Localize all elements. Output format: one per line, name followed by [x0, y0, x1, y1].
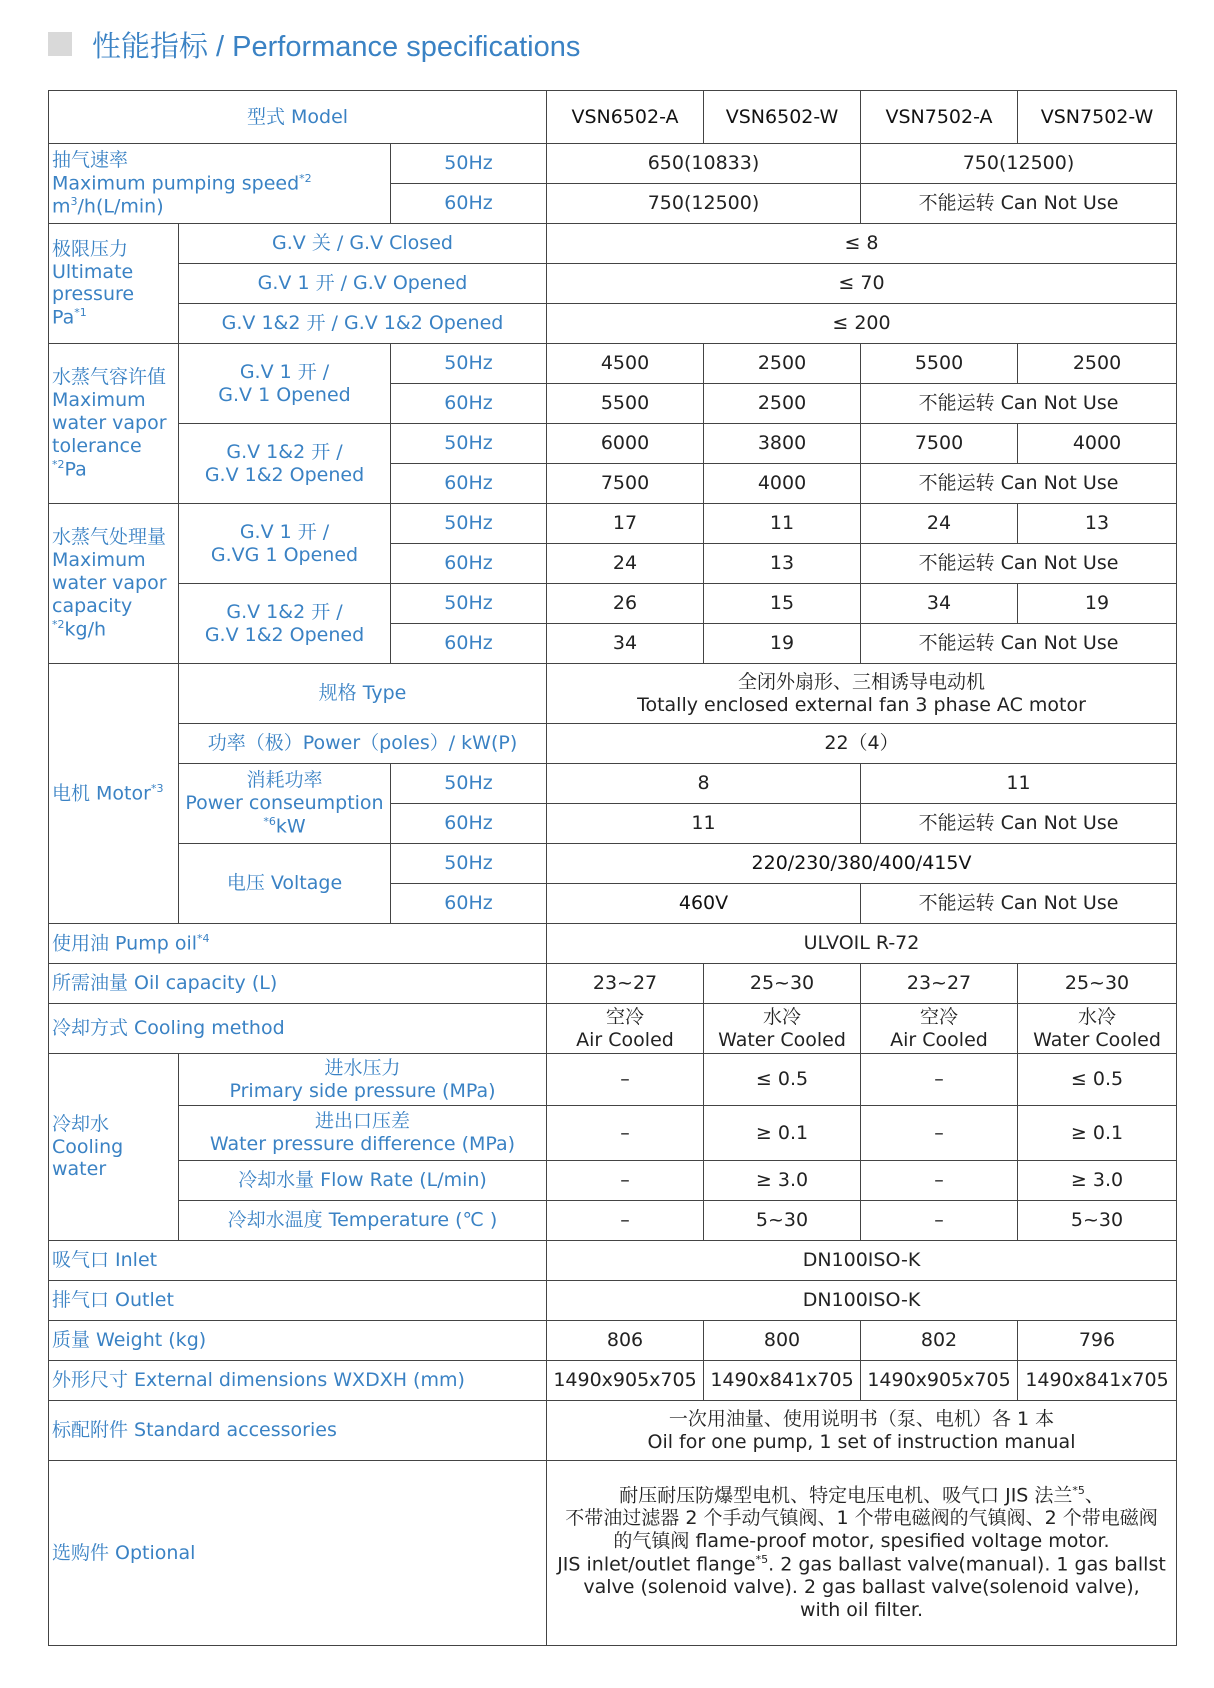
voltage-value: 220/230/380/400/415V [547, 844, 1177, 884]
model-name: VSN7502-W [1018, 91, 1177, 144]
vapor-tolerance-row [49, 344, 1177, 384]
table-cell: 水冷 Water Cooled [1018, 1004, 1177, 1054]
ultimate-pressure-row [49, 304, 1177, 344]
freq-label: 50Hz [391, 844, 547, 884]
table-cell: 7500 [861, 424, 1018, 464]
model-label: 型式 Model [49, 91, 547, 144]
primary-pressure-label: 进水压力 Primary side pressure (MPa) [179, 1054, 547, 1106]
vapor-capacity-row [49, 584, 1177, 624]
gv1-label: G.V 1 开 / G.V 1 Opened [179, 344, 391, 424]
motor-row [49, 664, 1177, 724]
table-cell: 水冷 Water Cooled [704, 1004, 861, 1054]
table-cell: 8 [547, 764, 861, 804]
freq-label: 60Hz [391, 464, 547, 504]
table-cell: – [861, 1161, 1018, 1201]
table-cell: 11 [547, 804, 861, 844]
outlet-label: 排气口 Outlet [49, 1281, 547, 1321]
optional-row [49, 1461, 1177, 1646]
table-cell: 806 [547, 1321, 704, 1361]
inlet-value: DN100ISO-K [547, 1241, 1177, 1281]
pressure-difference-label: 进出口压差 Water pressure difference (MPa) [179, 1106, 547, 1161]
table-cell: ≤ 0.5 [704, 1054, 861, 1106]
gv-opened-label: G.V 1 开 / G.V Opened [179, 264, 547, 304]
pump-oil-label: 使用油 Pump oil$^{*4}$ [49, 924, 547, 964]
ultimate-pressure-row [49, 224, 1177, 264]
dimensions-label: 外形尺寸 External dimensions WXDXH (mm) [49, 1361, 547, 1401]
gv12-label: G.V 1&2 开 / G.V 1&2 Opened [179, 424, 391, 504]
freq-label: 50Hz [391, 344, 547, 384]
table-cell: 25~30 [704, 964, 861, 1004]
table-cell: 19 [704, 624, 861, 664]
model-name: VSN7502-A [861, 91, 1018, 144]
table-cell: 4000 [704, 464, 861, 504]
gv-closed-value: ≤ 8 [547, 224, 1177, 264]
flow-rate-label: 冷却水量 Flow Rate (L/min) [179, 1161, 547, 1201]
freq-label: 60Hz [391, 884, 547, 924]
motor-row [49, 724, 1177, 764]
table-cell: 11 [704, 504, 861, 544]
table-cell: 13 [704, 544, 861, 584]
outlet-value: DN100ISO-K [547, 1281, 1177, 1321]
table-cell: – [547, 1106, 704, 1161]
table-cell: 23~27 [547, 964, 704, 1004]
freq-label: 60Hz [391, 624, 547, 664]
oil-capacity-label: 所需油量 Oil capacity (L) [49, 964, 547, 1004]
table-cell: 5500 [861, 344, 1018, 384]
table-cell: 1490x905x705 [861, 1361, 1018, 1401]
gv1-label: G.V 1 开 / G.VG 1 Opened [179, 504, 391, 584]
table-cell: ≥ 0.1 [704, 1106, 861, 1161]
vapor-tolerance-label: 水蒸气容许值 Maximum water vapor tolerance $^{*2}$Pa [49, 344, 179, 504]
table-cell: 4000 [1018, 424, 1177, 464]
table-cell: 2500 [1018, 344, 1177, 384]
motor-row [49, 844, 1177, 884]
ultimate-pressure-label: 极限压力 Ultimate pressure Pa$^{*1}$ [49, 224, 179, 344]
cannot-use-text: 不能运转 Can Not Use [861, 384, 1177, 424]
table-cell: – [547, 1054, 704, 1106]
cooling-water-row [49, 1161, 1177, 1201]
motor-label: 电机 Motor$^{*3}$ [49, 664, 179, 924]
freq-label: 60Hz [391, 184, 547, 224]
cannot-use-text: 不能运转 Can Not Use [861, 464, 1177, 504]
motor-type-value: 全闭外扇形、三相诱导电动机 Totally enclosed external fan 3 phase AC motor [547, 664, 1177, 724]
table-cell: 17 [547, 504, 704, 544]
voltage-value: 460V [547, 884, 861, 924]
dimensions-row [49, 1361, 1177, 1401]
table-cell: 3800 [704, 424, 861, 464]
table-cell: 11 [861, 764, 1177, 804]
freq-label: 50Hz [391, 764, 547, 804]
table-cell: – [861, 1106, 1018, 1161]
table-cell: 1490x905x705 [547, 1361, 704, 1401]
table-cell: 802 [861, 1321, 1018, 1361]
section-heading [48, 24, 580, 64]
oil-capacity-row [49, 964, 1177, 1004]
cannot-use-text: 不能运转 Can Not Use [861, 544, 1177, 584]
table-cell: 空冷 Air Cooled [861, 1004, 1018, 1054]
weight-label: 质量 Weight (kg) [49, 1321, 547, 1361]
table-cell: ≥ 3.0 [704, 1161, 861, 1201]
table-cell: 空冷 Air Cooled [547, 1004, 704, 1054]
cannot-use-text: 不能运转 Can Not Use [861, 184, 1177, 224]
spec-table [48, 90, 1177, 1646]
gv-opened-value: ≤ 70 [547, 264, 1177, 304]
optional-value: 耐压耐压防爆型电机、特定电压电机、吸气口 JIS 法兰$^{*5}$、 不带油过滤器 2 个手动气镇阀、1 个带电磁阀的气镇阀、2 个带电磁阀 的气镇阀 flame-proof motor, spesified voltage motor. JIS inlet/outlet flange$^{*5}$. 2 gas ballast valve(manual). 1 gas ballst valve (solenoid valve). 2 gas ballast valve(solenoid valve), with oil filter. [547, 1461, 1177, 1646]
cooling-water-row [49, 1106, 1177, 1161]
table-cell: ≤ 0.5 [1018, 1054, 1177, 1106]
freq-label: 50Hz [391, 424, 547, 464]
table-cell: – [861, 1054, 1018, 1106]
motor-power-label: 功率（极）Power（poles）/ kW(P) [179, 724, 547, 764]
pump-oil-value: ULVOIL R-72 [547, 924, 1177, 964]
pumping-speed-label: 抽气速率 Maximum pumping speed$^{*2}$ $m^3/h(L/\min)$ [49, 144, 391, 224]
power-consumption-label: 消耗功率 Power conseumption $^{*6}$kW [179, 764, 391, 844]
gv-opened12-label: G.V 1&2 开 / G.V 1&2 Opened [179, 304, 547, 344]
accessories-label: 标配附件 Standard accessories [49, 1401, 547, 1461]
pumping-speed-row [49, 144, 1177, 184]
outlet-row [49, 1281, 1177, 1321]
optional-label: 选购件 Optional [49, 1461, 547, 1646]
table-cell: 15 [704, 584, 861, 624]
cannot-use-text: 不能运转 Can Not Use [861, 804, 1177, 844]
table-cell: 23~27 [861, 964, 1018, 1004]
table-cell: 5~30 [1018, 1201, 1177, 1241]
gv-opened12-value: ≤ 200 [547, 304, 1177, 344]
table-cell: 4500 [547, 344, 704, 384]
ultimate-pressure-row [49, 264, 1177, 304]
motor-power-value: 22（4） [547, 724, 1177, 764]
motor-row [49, 764, 1177, 804]
table-cell: ≥ 0.1 [1018, 1106, 1177, 1161]
table-cell: 24 [861, 504, 1018, 544]
table-cell: – [547, 1161, 704, 1201]
weight-row [49, 1321, 1177, 1361]
freq-label: 60Hz [391, 384, 547, 424]
table-cell: ≥ 3.0 [1018, 1161, 1177, 1201]
table-cell: – [861, 1201, 1018, 1241]
pumping-speed-value: 650(10833) [547, 144, 861, 184]
vapor-tolerance-row [49, 424, 1177, 464]
model-row [49, 91, 1177, 144]
table-cell: 796 [1018, 1321, 1177, 1361]
pump-oil-row [49, 924, 1177, 964]
table-cell: 25~30 [1018, 964, 1177, 1004]
table-cell: 34 [547, 624, 704, 664]
motor-type-label: 规格 Type [179, 664, 547, 724]
freq-label: 60Hz [391, 804, 547, 844]
table-cell: 800 [704, 1321, 861, 1361]
temperature-label: 冷却水温度 Temperature (℃ ) [179, 1201, 547, 1241]
cooling-method-label: 冷却方式 Cooling method [49, 1004, 547, 1054]
table-cell: 26 [547, 584, 704, 624]
voltage-label: 电压 Voltage [179, 844, 391, 924]
table-cell: 2500 [704, 384, 861, 424]
vapor-capacity-row [49, 504, 1177, 544]
table-cell: 1490x841x705 [704, 1361, 861, 1401]
table-cell: 13 [1018, 504, 1177, 544]
cooling-water-row [49, 1201, 1177, 1241]
table-cell: 1490x841x705 [1018, 1361, 1177, 1401]
freq-label: 60Hz [391, 544, 547, 584]
table-cell: 2500 [704, 344, 861, 384]
vapor-capacity-label: 水蒸气处理量 Maximum water vapor capacity $^{*2}$kg/h [49, 504, 179, 664]
cooling-water-row [49, 1054, 1177, 1106]
cannot-use-text: 不能运转 Can Not Use [861, 624, 1177, 664]
cannot-use-text: 不能运转 Can Not Use [861, 884, 1177, 924]
accessories-value: 一次用油量、使用说明书（泵、电机）各 1 本 Oil for one pump, 1 set of instruction manual [547, 1401, 1177, 1461]
heading-square-icon [48, 32, 72, 56]
model-name: VSN6502-W [704, 91, 861, 144]
table-cell: – [547, 1201, 704, 1241]
freq-label: 50Hz [391, 144, 547, 184]
freq-label: 50Hz [391, 504, 547, 544]
table-cell: 19 [1018, 584, 1177, 624]
model-name: VSN6502-A [547, 91, 704, 144]
freq-label: 50Hz [391, 584, 547, 624]
heading-title: 性能指标 / Performance specifications [92, 30, 581, 63]
pumping-speed-value: 750(12500) [861, 144, 1177, 184]
pumping-speed-value: 750(12500) [547, 184, 861, 224]
inlet-row [49, 1241, 1177, 1281]
table-cell: 24 [547, 544, 704, 584]
table-cell: 7500 [547, 464, 704, 504]
table-cell: 6000 [547, 424, 704, 464]
table-cell: 5~30 [704, 1201, 861, 1241]
inlet-label: 吸气口 Inlet [49, 1241, 547, 1281]
gv12-label: G.V 1&2 开 / G.V 1&2 Opened [179, 584, 391, 664]
table-cell: 5500 [547, 384, 704, 424]
cooling-method-row [49, 1004, 1177, 1054]
table-cell: 34 [861, 584, 1018, 624]
cooling-water-label: 冷却水 Cooling water [49, 1054, 179, 1241]
gv-closed-label: G.V 关 / G.V Closed [179, 224, 547, 264]
accessories-row [49, 1401, 1177, 1461]
